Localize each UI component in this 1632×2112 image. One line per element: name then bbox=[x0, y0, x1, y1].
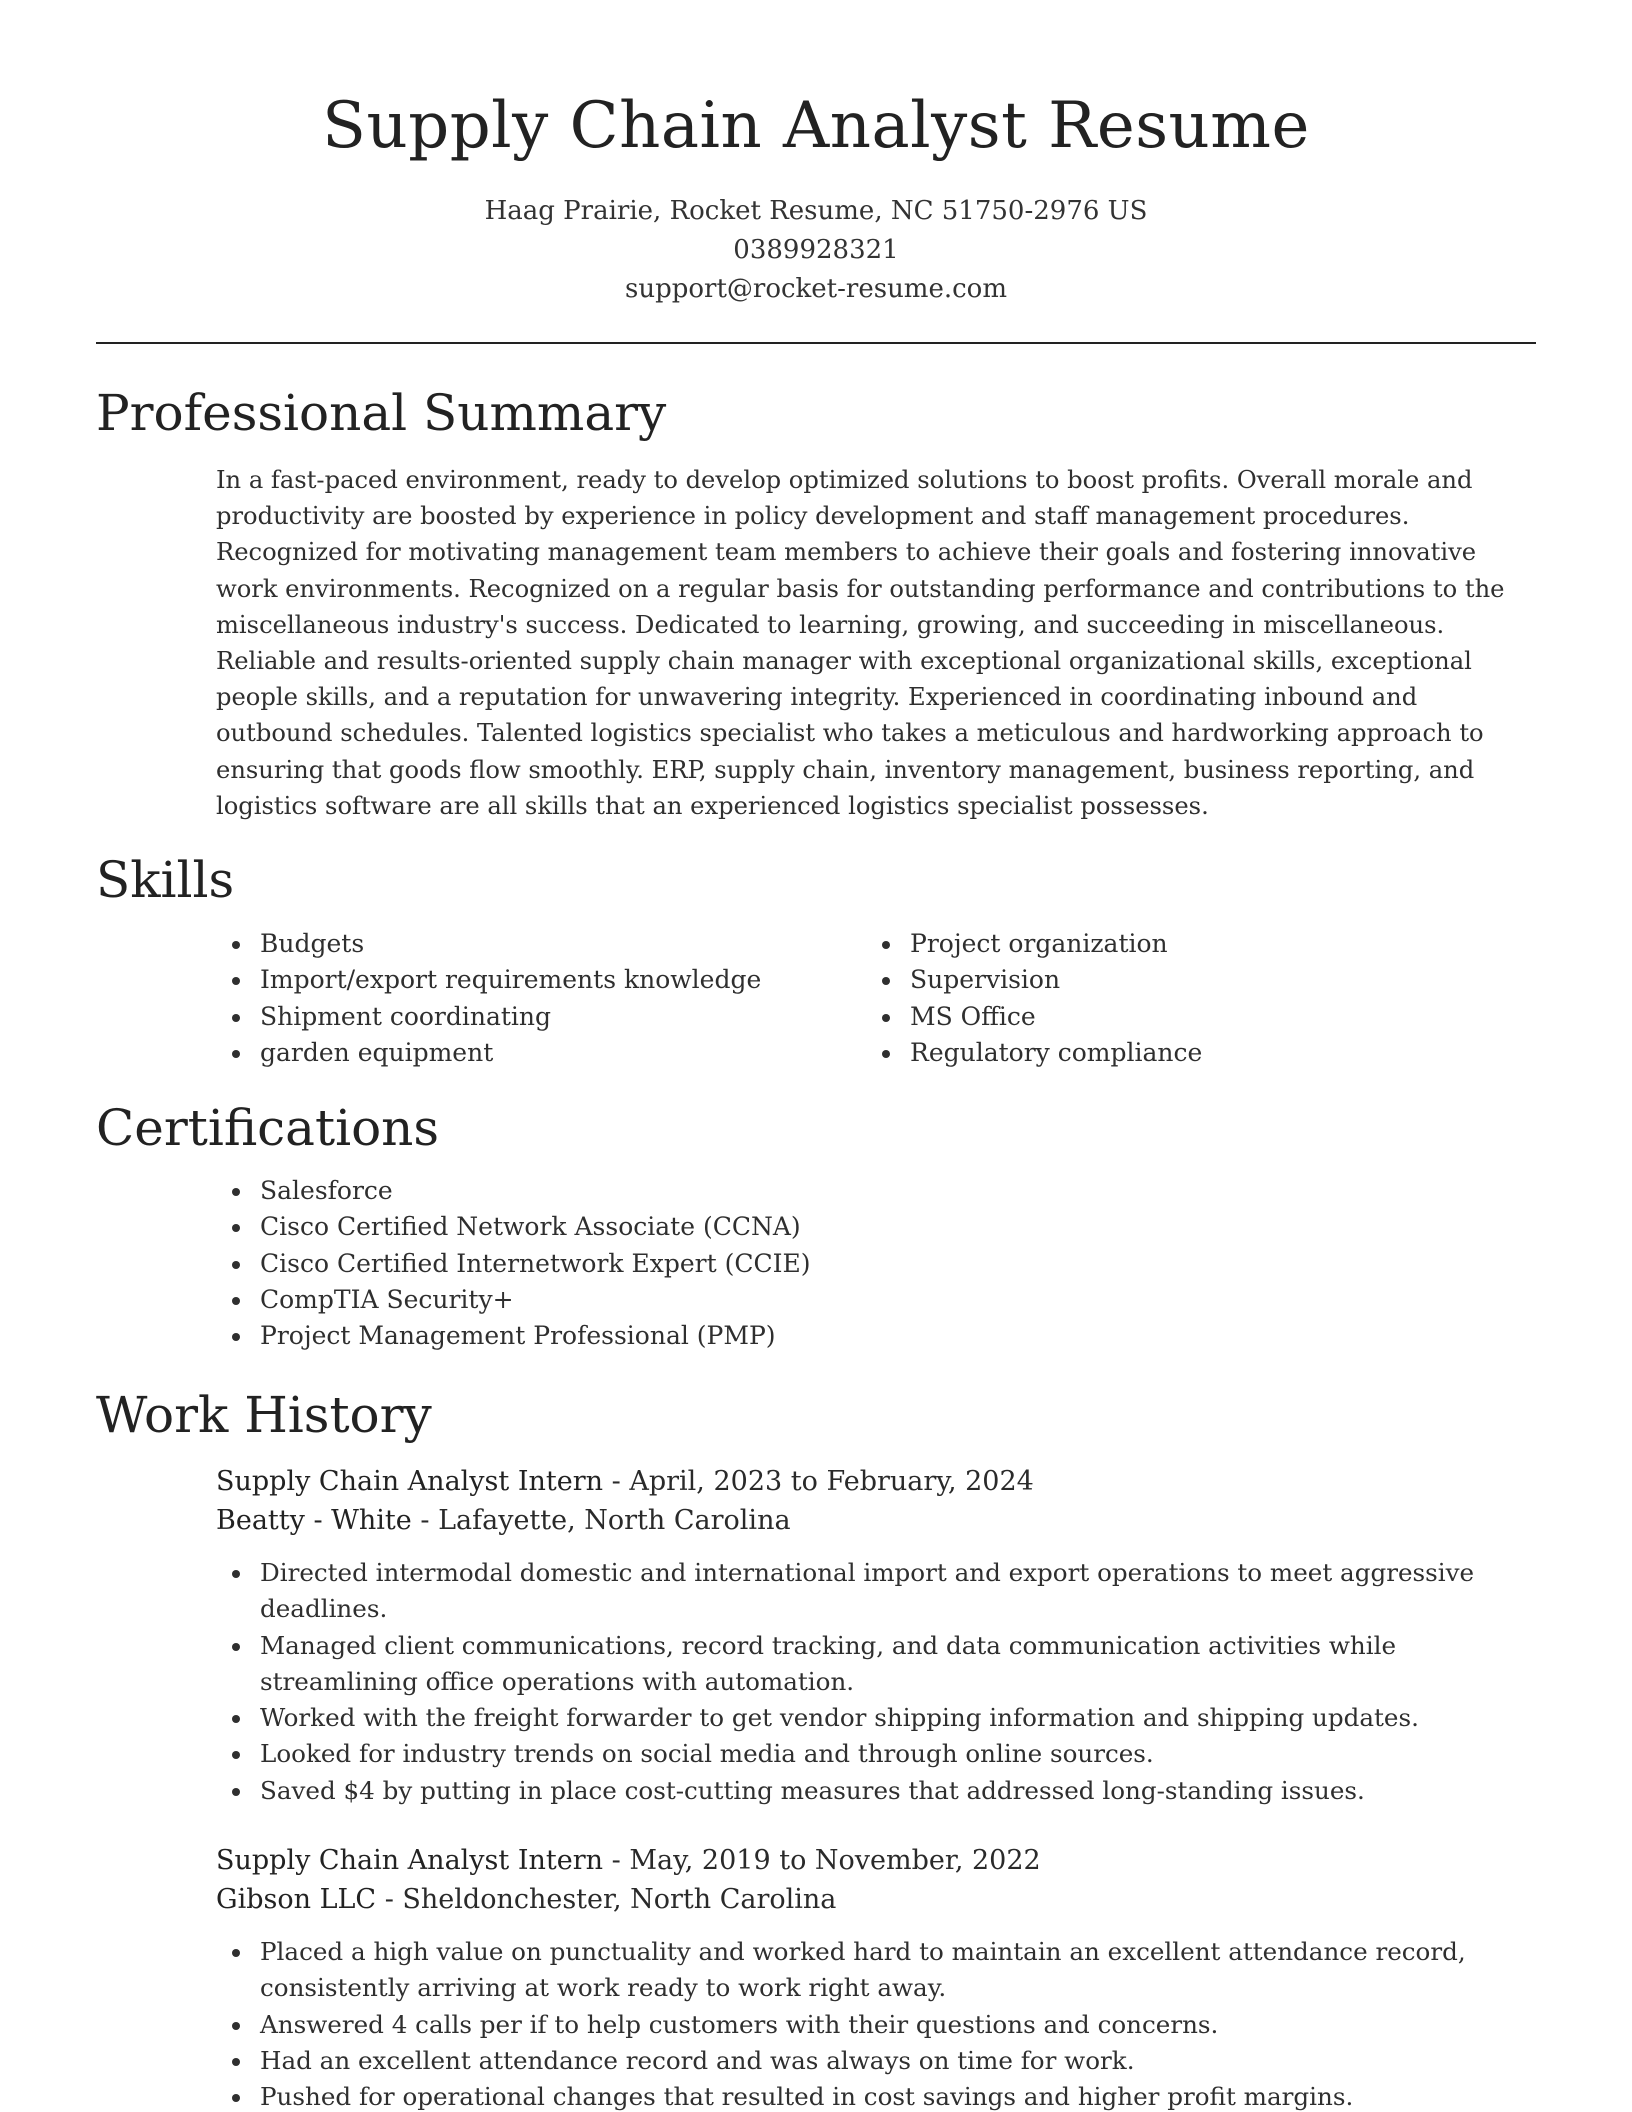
job-location: Lafayette, North Carolina bbox=[438, 1505, 791, 1536]
list-item: Managed client communications, record tracking, and data communication activities while streamlining office operations with automation. bbox=[216, 1628, 1526, 1701]
list-item: Cisco Certified Internetwork Expert (CCIE) bbox=[216, 1246, 1416, 1282]
skills-list-right bbox=[866, 926, 1486, 1071]
certifications-list bbox=[216, 1173, 1416, 1354]
job-company-line bbox=[216, 1501, 1526, 1540]
job-dates: April, 2023 to February, 2024 bbox=[629, 1466, 1034, 1497]
job-separator: - bbox=[420, 1505, 439, 1536]
skills-column-right bbox=[866, 926, 1486, 1071]
job-dates: May, 2019 to November, 2022 bbox=[629, 1845, 1041, 1876]
job-title: Supply Chain Analyst Intern bbox=[216, 1466, 604, 1497]
skills-column-left bbox=[216, 926, 836, 1071]
list-item: Had an excellent attendance record and was always on time for work. bbox=[216, 2043, 1526, 2079]
list-item: MS Office bbox=[866, 999, 1486, 1035]
list-item: Cisco Certified Network Associate (CCNA) bbox=[216, 1209, 1416, 1245]
job-separator: - bbox=[384, 1884, 403, 1915]
list-item: Shipment coordinating bbox=[216, 999, 836, 1035]
section-title-certifications: Certifications bbox=[96, 1099, 440, 1157]
list-item: CompTIA Security+ bbox=[216, 1282, 1416, 1318]
phone: 0389928321 bbox=[733, 235, 899, 265]
section-title-work-history: Work History bbox=[96, 1386, 432, 1444]
list-item: garden equipment bbox=[216, 1035, 836, 1071]
header-divider bbox=[96, 342, 1536, 344]
email: support@rocket-resume.com bbox=[624, 274, 1007, 304]
list-item: Regulatory compliance bbox=[866, 1035, 1486, 1071]
contact-block bbox=[96, 192, 1536, 309]
job-location: Sheldonchester, North Carolina bbox=[402, 1884, 837, 1915]
list-item: Answered 4 calls per if to help customers with their questions and concerns. bbox=[216, 2007, 1526, 2043]
job-duties-list bbox=[216, 1934, 1526, 2112]
job-duties-list bbox=[216, 1555, 1526, 1809]
job-separator: - bbox=[611, 1466, 630, 1497]
resume-header bbox=[96, 84, 1536, 309]
list-item: Supervision bbox=[866, 962, 1486, 998]
list-item: Directed intermodal domestic and international import and export operations to meet aggressive deadlines. bbox=[216, 1555, 1526, 1628]
job-title-line bbox=[216, 1462, 1526, 1501]
resume-title: Supply Chain Analyst Resume bbox=[322, 89, 1310, 163]
job-title-line bbox=[216, 1841, 1526, 1880]
job-entry bbox=[216, 1841, 1526, 2112]
list-item: Salesforce bbox=[216, 1173, 1416, 1209]
list-item: Project Management Professional (PMP) bbox=[216, 1318, 1416, 1354]
list-item: Import/export requirements knowledge bbox=[216, 962, 836, 998]
job-entry bbox=[216, 1462, 1526, 1809]
list-item: Budgets bbox=[216, 926, 836, 962]
job-title: Supply Chain Analyst Intern bbox=[216, 1845, 604, 1876]
list-item: Worked with the freight forwarder to get vendor shipping information and shipping updates. bbox=[216, 1700, 1526, 1736]
summary-text: In a fast-paced environment, ready to develop optimized solutions to boost profits. Overall morale and productivity are boosted by experience in policy development and staff management procedures. Recognized for motivating management team members to achieve their goals and fostering innovative work environments. Recognized on a regular basis for outstanding performance and contributions to the miscellaneous industry's success. Dedicated to learning, growing, and succeeding in miscellaneous. Reliable and results-oriented supply chain manager with exceptional organizational skills, exceptional people skills, and a reputation for unwavering integrity. Experienced in coordinating inbound and outbound schedules. Talented logistics specialist who takes a meticulous and hardworking approach to ensuring that goods flow smoothly. ERP, supply chain, inventory management, business reporting, and logistics software are all skills that an experienced logistics specialist possesses. bbox=[216, 466, 1505, 820]
list-item: Pushed for operational changes that resulted in cost savings and higher profit margins. bbox=[216, 2079, 1526, 2112]
list-item: Project organization bbox=[866, 926, 1486, 962]
job-company-line bbox=[216, 1880, 1526, 1919]
list-item: Saved $4 by putting in place cost-cutting measures that addressed long-standing issues. bbox=[216, 1773, 1526, 1809]
skills-list-left bbox=[216, 926, 836, 1071]
list-item: Looked for industry trends on social media and through online sources. bbox=[216, 1736, 1526, 1772]
list-item: Placed a high value on punctuality and worked hard to maintain an excellent attendance record, consistently arriving at work ready to work right away. bbox=[216, 1934, 1526, 2007]
certifications-block bbox=[216, 1173, 1416, 1354]
job-separator: - bbox=[611, 1845, 630, 1876]
section-title-summary: Professional Summary bbox=[96, 384, 667, 442]
address: Haag Prairie, Rocket Resume, NC 51750-2976 US bbox=[484, 196, 1148, 226]
job-company: Beatty - White bbox=[216, 1505, 412, 1536]
section-title-skills: Skills bbox=[96, 851, 235, 909]
job-company: Gibson LLC bbox=[216, 1884, 377, 1915]
